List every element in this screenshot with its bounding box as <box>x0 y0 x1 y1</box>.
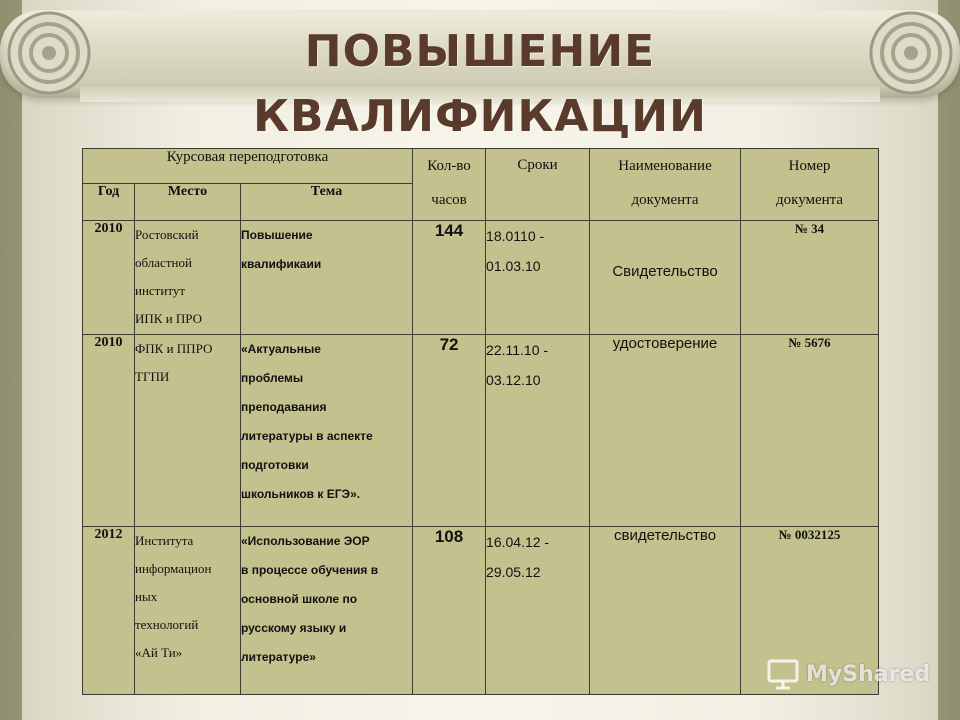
topic-line: «Актуальные <box>241 342 321 356</box>
row-year: 2010 <box>83 335 135 527</box>
left-volute-icon <box>4 8 94 98</box>
header-year: Год <box>83 184 135 221</box>
header-docname-line2: документа <box>631 192 699 208</box>
row-place <box>135 527 241 695</box>
date-start: 16.04.12 - <box>486 534 550 550</box>
date-start: 22.11.10 - <box>486 342 549 358</box>
topic-line: литературы в аспекте <box>241 429 373 443</box>
row-topic <box>241 527 413 695</box>
topic-line: в процессе обучения в <box>241 563 379 577</box>
watermark-logo <box>766 654 930 694</box>
presentation-board-icon <box>766 657 800 691</box>
date-start: 18.0110 - <box>486 228 545 244</box>
header-course: Курсовая переподготовка <box>83 149 413 184</box>
row-year: 2010 <box>83 221 135 335</box>
date-end: 01.03.10 <box>486 258 541 274</box>
place-line: «Ай Ти» <box>135 645 183 660</box>
header-docname <box>590 149 741 221</box>
row-topic <box>241 335 413 527</box>
topic-line: «Использование ЭОР <box>241 534 370 548</box>
topic-line: основной школе по <box>241 592 358 606</box>
place-line: институт <box>135 283 186 298</box>
header-hours-line1: Кол-во <box>427 158 471 174</box>
topic-line: квалификаии <box>241 257 322 271</box>
topic-line: Повышение <box>241 228 313 242</box>
place-line: Институтa <box>135 533 194 548</box>
table-row <box>83 221 879 335</box>
row-doc-number: № 34 <box>741 221 879 335</box>
row-year: 2012 <box>83 527 135 695</box>
topic-line: преподавания <box>241 400 327 414</box>
topic-line: русскому языку и <box>241 621 347 635</box>
row-hours: 144 <box>413 221 486 335</box>
watermark-text: MyShared <box>806 661 931 687</box>
row-hours: 108 <box>413 527 486 695</box>
place-line: ИПК и ПРО <box>135 311 203 326</box>
topic-line: школьников к ЕГЭ». <box>241 487 361 501</box>
place-line: Ростовский <box>135 227 199 242</box>
row-place <box>135 221 241 335</box>
table-row <box>83 335 879 527</box>
place-line: ных <box>135 589 158 604</box>
row-dates <box>486 335 590 527</box>
row-doc-name: свидетельство <box>590 527 741 695</box>
place-line: информацион <box>135 561 212 576</box>
place-line: ТГПИ <box>135 369 170 384</box>
header-docnum-line1: Номер <box>788 158 831 174</box>
date-end: 29.05.12 <box>486 564 541 580</box>
page-title-line1: ПОВЫШЕНИЕ <box>304 26 656 77</box>
header-docname-line1: Наименование <box>618 158 712 174</box>
table-row <box>83 527 879 695</box>
header-topic: Тема <box>241 184 413 221</box>
row-dates <box>486 221 590 335</box>
row-dates <box>486 527 590 695</box>
row-doc-number: № 0032125 <box>741 527 879 695</box>
place-line: ФПК и ППРО <box>135 341 213 356</box>
page-title-line2: КВАЛИФИКАЦИИ <box>253 91 707 142</box>
row-doc-name: удостоверение <box>590 335 741 527</box>
row-doc-name: Свидетельство <box>590 221 741 335</box>
topic-line: проблемы <box>241 371 304 385</box>
qualification-table <box>82 148 879 695</box>
row-hours: 72 <box>413 335 486 527</box>
header-period: Сроки <box>486 149 590 221</box>
topic-line: литературе» <box>241 650 316 664</box>
date-end: 03.12.10 <box>486 372 541 388</box>
header-hours-line2: часов <box>431 192 467 208</box>
header-docnum <box>741 149 879 221</box>
header-hours <box>413 149 486 221</box>
row-topic <box>241 221 413 335</box>
place-line: технологий <box>135 617 199 632</box>
place-line: областной <box>135 255 192 270</box>
header-docnum-line2: документа <box>775 192 844 208</box>
header-place: Место <box>135 184 241 221</box>
row-place <box>135 335 241 527</box>
row-doc-number: № 5676 <box>741 335 879 527</box>
right-volute-icon <box>866 8 956 98</box>
topic-line: подготовки <box>241 458 309 472</box>
